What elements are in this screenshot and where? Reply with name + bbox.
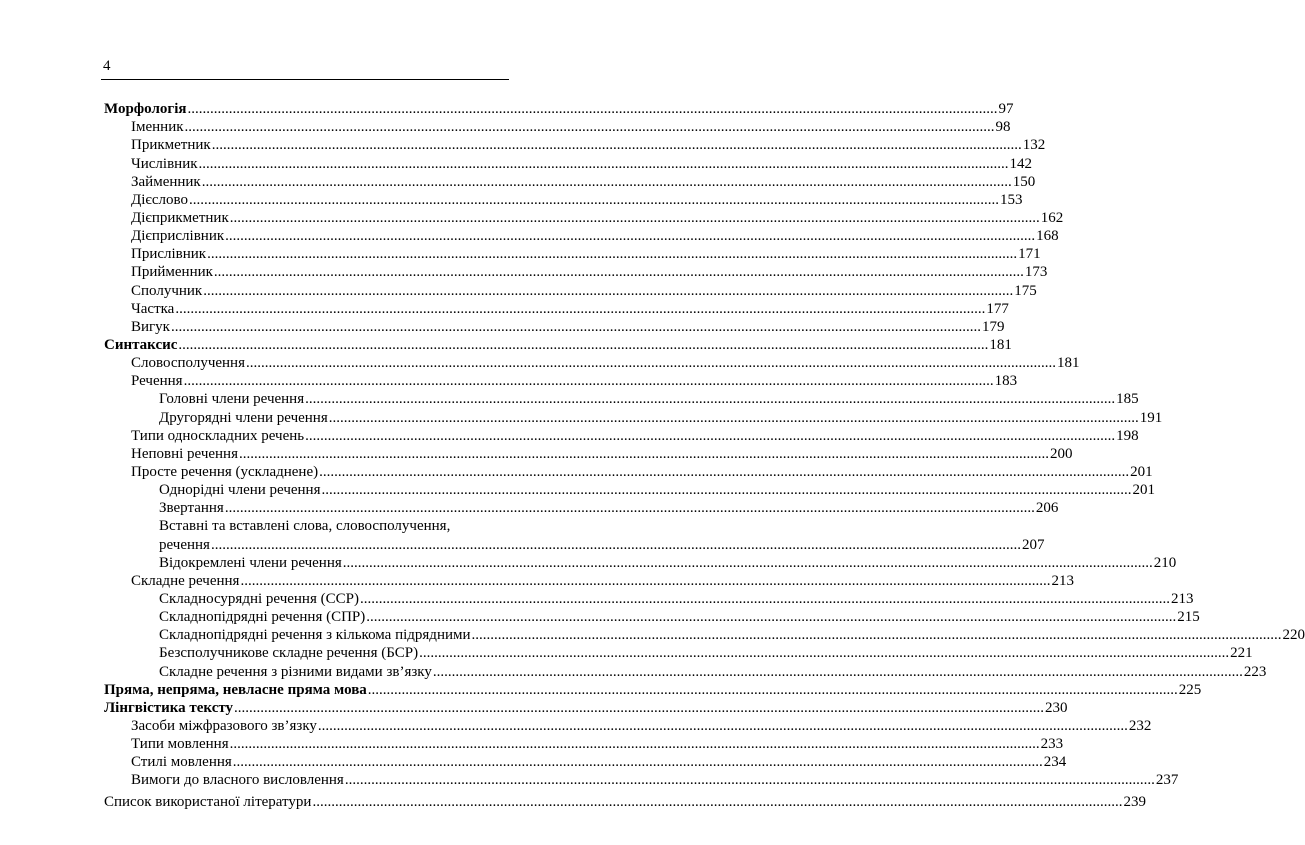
toc-entry-title: речення	[159, 536, 210, 553]
toc-entry-title: Неповні речення	[131, 445, 238, 462]
toc-entry-title: Лінгвістика тексту	[104, 699, 234, 716]
toc-entry[interactable]	[104, 735, 1064, 753]
toc-entry[interactable]	[104, 390, 1139, 408]
toc-entry-page: 201	[1130, 463, 1153, 480]
dot-leader	[199, 155, 1009, 173]
toc-entry[interactable]	[104, 245, 1041, 263]
dot-leader	[225, 499, 1035, 517]
toc-entry-title: Типи мовлення	[131, 736, 229, 753]
dot-leader	[419, 644, 1229, 662]
toc-entry-page: 230	[1045, 699, 1068, 716]
toc-entry-title: Відокремлені члени речення	[159, 554, 342, 571]
toc-entry-title: Типи односкладних речень	[131, 427, 305, 444]
dot-leader	[239, 445, 1049, 463]
toc-entry-page: 206	[1035, 500, 1059, 517]
toc-entry-page: 173	[1024, 264, 1048, 281]
dot-leader	[185, 118, 995, 136]
dot-leader	[212, 136, 1022, 154]
toc-entry-title: Просте речення (ускладнене)	[131, 463, 319, 480]
toc-entry-title: Стилі мовлення	[131, 754, 232, 771]
toc-entry-page: 239	[1123, 794, 1146, 811]
toc-entry-page: 207	[1021, 536, 1045, 553]
dot-leader	[433, 663, 1243, 681]
toc-entry[interactable]	[104, 354, 1080, 372]
toc-entry[interactable]	[104, 499, 1059, 517]
toc-entry[interactable]	[104, 336, 1012, 354]
toc-entry-page: 142	[1009, 155, 1033, 172]
toc-entry-title: Частка	[131, 300, 175, 317]
toc-entry[interactable]	[104, 608, 1200, 626]
toc-entry[interactable]	[104, 154, 1033, 172]
dot-leader	[188, 100, 998, 118]
toc-entry-page: 232	[1128, 717, 1152, 734]
toc-entry-page: 237	[1155, 772, 1179, 789]
toc-entry[interactable]	[104, 517, 509, 535]
dot-leader	[189, 191, 999, 209]
dot-leader	[225, 227, 1035, 245]
toc-entry[interactable]	[104, 793, 1146, 811]
toc-entry[interactable]	[104, 263, 1048, 281]
toc-entry-page: 223	[1243, 663, 1267, 680]
toc-entry-title: Вимоги до власного висловлення	[131, 772, 344, 789]
dot-leader	[240, 572, 1050, 590]
toc-entry-title: Безсполучникове складне речення (БСР)	[159, 645, 419, 662]
toc-entry[interactable]	[104, 753, 1067, 771]
toc-entry-page: 150	[1012, 173, 1036, 190]
toc-entry-title: Однорідні члени речення	[159, 482, 321, 499]
dot-leader	[305, 427, 1115, 445]
dot-leader	[178, 336, 988, 354]
toc-entry[interactable]	[104, 644, 1253, 662]
toc-entry-page: 191	[1139, 409, 1163, 426]
toc-entry-page: 210	[1153, 554, 1177, 571]
header-rule	[101, 79, 509, 80]
toc-entry-title: Сполучник	[131, 282, 203, 299]
dot-leader	[345, 771, 1155, 789]
toc-entry-title: Вигук	[131, 318, 170, 335]
toc-entry-page: 198	[1116, 427, 1139, 444]
toc-entry-title: Прислівник	[131, 246, 207, 263]
toc-entry-page: 183	[994, 373, 1018, 390]
dot-leader	[207, 245, 1017, 263]
dot-leader	[175, 300, 985, 318]
toc-entry[interactable]	[104, 445, 1073, 463]
toc-entry[interactable]	[104, 572, 1074, 590]
dot-leader	[234, 699, 1044, 717]
toc-entry[interactable]	[104, 463, 1153, 481]
toc-entry-title: Іменник	[131, 119, 184, 136]
toc-entry-title: Засоби міжфразового зв’язку	[131, 717, 317, 734]
toc-entry[interactable]	[104, 372, 1018, 390]
toc-entry[interactable]	[104, 427, 1139, 445]
dot-leader	[472, 626, 1282, 644]
page-number: 4	[103, 58, 111, 74]
dot-leader	[184, 372, 994, 390]
toc-entry-page: 185	[1116, 391, 1139, 408]
toc-entry-title: Список використаної літератури	[104, 794, 312, 811]
toc-entry-title: Морфологія	[104, 101, 187, 118]
dot-leader	[319, 463, 1129, 481]
toc-entry-page: 200	[1050, 445, 1073, 462]
toc-entry-page: 220	[1282, 627, 1305, 644]
toc-entry-title: Вставні та вставлені слова, словосполучення,	[159, 518, 451, 535]
toc-entry[interactable]	[104, 100, 1014, 118]
dot-leader	[203, 282, 1013, 300]
toc-entry-title: Другорядні члени речення	[159, 409, 328, 426]
toc-entry[interactable]	[104, 191, 1023, 209]
toc-entry-page: 181	[1056, 355, 1080, 372]
toc-entry[interactable]	[104, 481, 1155, 499]
toc-entry-page: 162	[1040, 209, 1064, 226]
toc-entry-title: Дієприкметник	[131, 209, 229, 226]
table-of-contents	[104, 100, 1305, 811]
toc-entry[interactable]	[104, 136, 1046, 154]
toc-entry-page: 177	[986, 300, 1009, 317]
toc-entry[interactable]	[104, 717, 1152, 735]
toc-entry-page: 213	[1051, 572, 1074, 589]
toc-entry-title: Звертання	[159, 500, 224, 517]
dot-leader	[211, 536, 1021, 554]
toc-entry[interactable]	[104, 209, 1064, 227]
toc-entry-page: 233	[1040, 736, 1064, 753]
toc-entry[interactable]	[104, 173, 1036, 191]
dot-leader	[329, 409, 1139, 427]
toc-entry-title: Словосполучення	[131, 355, 245, 372]
toc-entry-title: Головні члени речення	[159, 391, 305, 408]
toc-entry[interactable]	[104, 318, 1005, 336]
toc-entry-page: 175	[1014, 282, 1037, 299]
toc-entry-title: Складне речення	[131, 572, 240, 589]
toc-entry-page: 171	[1018, 246, 1041, 263]
dot-leader	[202, 173, 1012, 191]
toc-entry[interactable]	[104, 118, 1011, 136]
dot-leader	[233, 753, 1043, 771]
toc-entry-title: Прикметник	[131, 137, 211, 154]
toc-entry[interactable]	[104, 408, 1163, 426]
toc-entry-page: 153	[999, 191, 1023, 208]
toc-entry-page: 234	[1043, 754, 1067, 771]
dot-leader	[343, 554, 1153, 572]
toc-entry-title: Складнопідрядні речення з кількома підрядними	[159, 627, 471, 644]
toc-entry-page: 132	[1022, 137, 1046, 154]
toc-entry-page: 98	[995, 119, 1011, 136]
toc-entry[interactable]	[104, 281, 1037, 299]
toc-entry[interactable]	[104, 699, 1068, 717]
dot-leader	[171, 318, 981, 336]
dot-leader	[368, 681, 1178, 699]
toc-entry-title: Складнопідрядні речення (СПР)	[159, 609, 366, 626]
toc-entry[interactable]	[104, 535, 1045, 553]
toc-entry-page: 168	[1036, 228, 1059, 245]
dot-leader	[366, 608, 1176, 626]
toc-entry[interactable]	[104, 300, 1009, 318]
dot-leader	[230, 209, 1040, 227]
toc-entry[interactable]	[104, 681, 1202, 699]
toc-entry-page: 179	[981, 318, 1005, 335]
toc-entry-page: 201	[1132, 482, 1155, 499]
toc-entry-page: 225	[1178, 681, 1202, 698]
dot-leader	[230, 735, 1040, 753]
toc-entry-title: Дієприслівник	[131, 228, 225, 245]
dot-leader	[312, 793, 1122, 811]
toc-entry-title: Займенник	[131, 173, 201, 190]
dot-leader	[214, 263, 1024, 281]
dot-leader	[321, 481, 1131, 499]
dot-leader	[305, 390, 1115, 408]
toc-entry[interactable]	[104, 554, 1177, 572]
toc-entry-page: 97	[998, 101, 1014, 118]
toc-entry[interactable]	[104, 227, 1059, 245]
dot-leader	[318, 717, 1128, 735]
toc-entry-page: 213	[1170, 590, 1194, 607]
toc-entry-title: Речення	[131, 373, 183, 390]
toc-entry-title: Числівник	[131, 155, 198, 172]
toc-entry-title: Складносурядні речення (ССР)	[159, 590, 359, 607]
dot-leader	[246, 354, 1056, 372]
toc-entry-page: 215	[1177, 609, 1200, 626]
toc-entry-title: Пряма, непряма, невласне пряма мова	[104, 681, 367, 698]
toc-entry[interactable]	[104, 590, 1194, 608]
toc-entry[interactable]	[104, 771, 1179, 789]
toc-entry-page: 181	[989, 336, 1012, 353]
toc-entry-page: 221	[1230, 645, 1253, 662]
toc-entry[interactable]	[104, 662, 1267, 680]
dot-leader	[360, 590, 1170, 608]
toc-entry-title: Прийменник	[131, 264, 213, 281]
toc-entry-title: Складне речення з різними видами зв’язку	[159, 663, 432, 680]
toc-entry-title: Дієслово	[131, 191, 188, 208]
toc-entry-title: Синтаксис	[104, 336, 178, 353]
toc-entry[interactable]	[104, 626, 1305, 644]
